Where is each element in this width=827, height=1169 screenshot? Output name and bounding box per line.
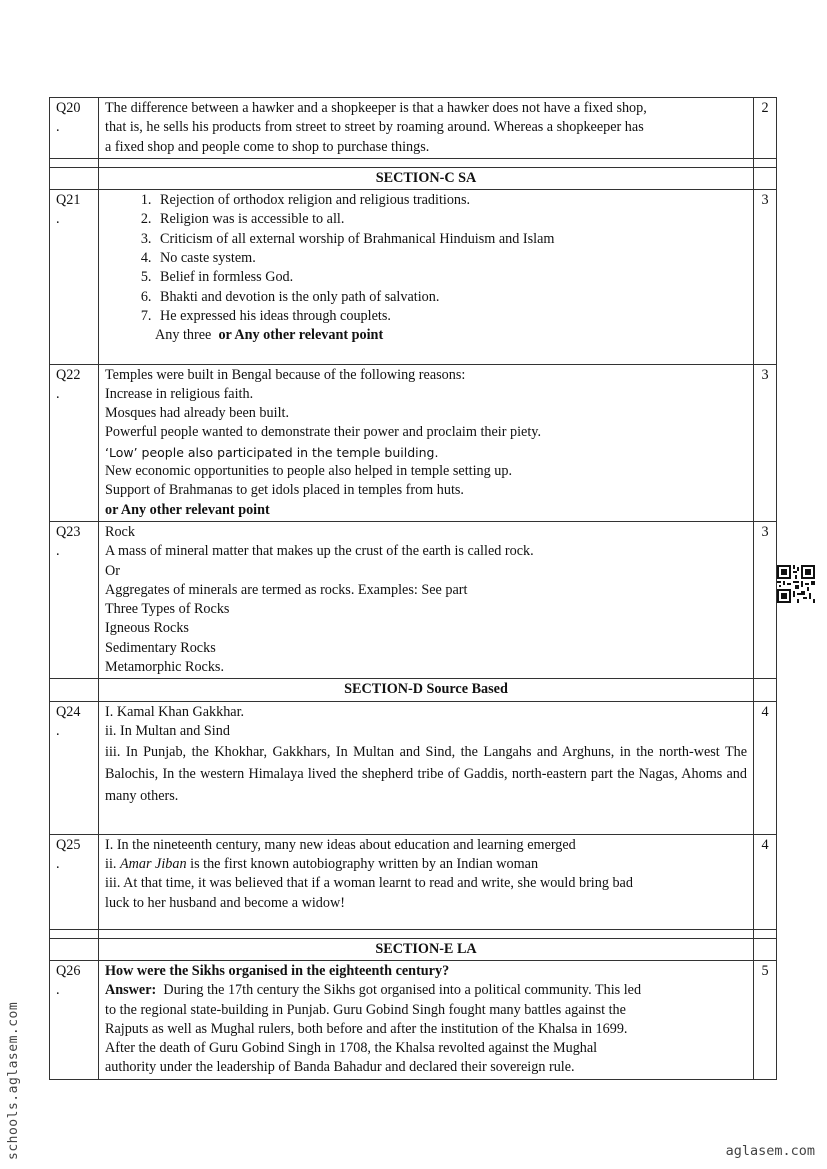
relevant-point-note: or Any other relevant point	[105, 501, 270, 518]
spacer-row	[50, 929, 777, 938]
answer-line: The difference between a hawker and a shopkeeper is that a hawker does not have a fixed shop,	[105, 100, 647, 116]
section-d-title: SECTION-D Source Based	[99, 679, 754, 701]
answer-paragraph: iii. In Punjab, the Khokhar, Gakkhars, In Multan and Sind, the Langahs and Arghuns, in the north-west The Balochis, In the western Himalaya lived the shepherd tribe of Gaddis, north-eastern part the Nagas, Ahoms and many others.	[105, 744, 747, 805]
qr-code-icon	[777, 565, 815, 603]
answer-line: ii. In Multan and Sind	[105, 722, 230, 739]
answer-line: Support of Brahmanas to get idols placed in temples from huts.	[105, 482, 464, 499]
question-number-dot: .	[56, 543, 60, 560]
answer-line: A mass of mineral matter that makes up the crust of the earth is called rock.	[105, 543, 534, 560]
answer-cell	[99, 521, 754, 678]
question-number-dot: .	[56, 211, 60, 228]
answer-line: After the death of Guru Gobind Singh in 1708, the Khalsa revolted against the Mughal	[105, 1040, 598, 1057]
section-header-row	[50, 938, 777, 960]
side-watermark: schools.aglasem.com	[6, 1001, 21, 1160]
section-header-row	[50, 679, 777, 701]
marks-cell: 3	[754, 521, 777, 678]
answer-line: I. Kamal Khan Gakkhar.	[105, 703, 245, 720]
spacer-row	[50, 158, 777, 167]
question-number	[50, 834, 99, 929]
answer-line	[105, 855, 747, 874]
answer-line: Or	[105, 562, 120, 579]
answer-line: New economic opportunities to people also helped in temple setting up.	[105, 463, 513, 480]
answer-text: is the first known autobiography written by an Indian woman	[186, 855, 539, 872]
answer-label: Answer:	[105, 982, 157, 999]
question-number	[50, 364, 99, 521]
answer-line: Mosques had already been built.	[105, 405, 289, 422]
answer-line: that is, he sells his products from street to street by roaming around. Whereas a shopkeeper has	[105, 119, 644, 136]
question-number-dot: .	[56, 385, 60, 402]
answer-line: authority under the leadership of Banda Bahadur and declared their sovereign rule.	[105, 1059, 575, 1076]
question-row-q23	[50, 521, 777, 678]
answer-line: Powerful people wanted to demonstrate their power and proclaim their piety.	[105, 424, 541, 441]
question-row-q22	[50, 364, 777, 521]
question-number	[50, 960, 99, 1079]
marks-cell: 4	[754, 834, 777, 929]
question-number-dot: .	[56, 855, 60, 872]
question-row-q20	[50, 98, 777, 159]
answer-cell	[99, 364, 754, 521]
relevant-point-note: or Any other relevant point	[218, 327, 384, 344]
section-c-title: SECTION-C SA	[99, 167, 754, 189]
answer-cell	[99, 701, 754, 834]
any-three-text: Any three	[155, 327, 212, 344]
question-number-label: Q25	[56, 836, 81, 853]
answer-line: iii. At that time, it was believed that if a woman learnt to read and write, she would bring bad	[105, 875, 633, 892]
question-number-label: Q20	[56, 100, 81, 116]
marks-cell: 4	[754, 701, 777, 834]
question-row-q24	[50, 701, 777, 834]
answer-line: I. In the nineteenth century, many new ideas about education and learning emerged	[105, 836, 576, 853]
list-item: 4. No caste system.	[155, 249, 747, 268]
answer-line: luck to her husband and become a widow!	[105, 894, 345, 911]
answer-line: Sedimentary Rocks	[105, 639, 216, 656]
list-item: 5. Belief in formless God.	[155, 268, 747, 287]
answer-line: Metamorphic Rocks.	[105, 659, 224, 676]
answer-cell	[99, 190, 754, 364]
list-item: 7. He expressed his ideas through couplets.	[155, 307, 747, 326]
question-number-label: Q24	[56, 703, 81, 720]
list-item: 3. Criticism of all external worship of Brahmanical Hinduism and Islam	[155, 230, 747, 249]
answer-key-table	[49, 97, 777, 1080]
answer-line	[105, 981, 747, 1000]
answer-line: to the regional state-building in Punjab. Guru Gobind Singh fought many battles against the	[105, 1001, 626, 1018]
answer-line: Igneous Rocks	[105, 620, 189, 637]
question-row-q25	[50, 834, 777, 929]
question-row-q21	[50, 190, 777, 364]
answer-line: Temples were built in Bengal because of the following reasons:	[105, 366, 466, 383]
question-number	[50, 190, 99, 364]
list-item: 6. Bhakti and devotion is the only path of salvation.	[155, 288, 747, 307]
marks-cell: 5	[754, 960, 777, 1079]
question-number-dot: .	[56, 119, 60, 136]
question-number-dot: .	[56, 982, 60, 999]
question-number-label: Q21	[56, 192, 81, 209]
answer-note-line	[105, 326, 747, 345]
answer-line: Rock	[105, 523, 135, 540]
answer-text: During the 17th century the Sikhs got organised into a political community. This led	[163, 982, 642, 999]
answer-line: Increase in religious faith.	[105, 385, 254, 402]
answer-line: Aggregates of minerals are termed as rocks. Examples: See part	[105, 581, 468, 598]
marks-cell: 3	[754, 190, 777, 364]
question-row-q26	[50, 960, 777, 1079]
section-header-row	[50, 167, 777, 189]
marks-cell: 2	[754, 98, 777, 159]
section-e-title: SECTION-E LA	[99, 938, 754, 960]
list-item: 1. Rejection of orthodox religion and religious traditions.	[155, 191, 747, 210]
list-item: 2. Religion was is accessible to all.	[155, 210, 747, 229]
marks-cell: 3	[754, 364, 777, 521]
question-number	[50, 98, 99, 159]
answer-line: Three Types of Rocks	[105, 601, 230, 618]
answer-cell	[99, 834, 754, 929]
question-number-label: Q22	[56, 366, 81, 383]
answer-cell	[99, 960, 754, 1079]
answer-points-list	[105, 191, 747, 326]
question-number-dot: .	[56, 722, 60, 739]
question-number	[50, 701, 99, 834]
answer-line: a fixed shop and people come to shop to purchase things.	[105, 138, 430, 155]
answer-cell	[99, 98, 754, 159]
answer-text: ii.	[105, 855, 120, 872]
question-number	[50, 521, 99, 678]
book-title: Amar Jiban	[119, 855, 187, 872]
question-number-label: Q23	[56, 523, 81, 540]
question-number-label: Q26	[56, 962, 81, 979]
answer-line: ‘Low’ people also participated in the temple building.	[105, 444, 439, 460]
footer-watermark: aglasem.com	[725, 1143, 815, 1159]
question-text: How were the Sikhs organised in the eighteenth century?	[105, 962, 450, 979]
answer-line: Rajputs as well as Mughal rulers, both before and after the institution of the Khalsa in 1699.	[105, 1020, 628, 1037]
